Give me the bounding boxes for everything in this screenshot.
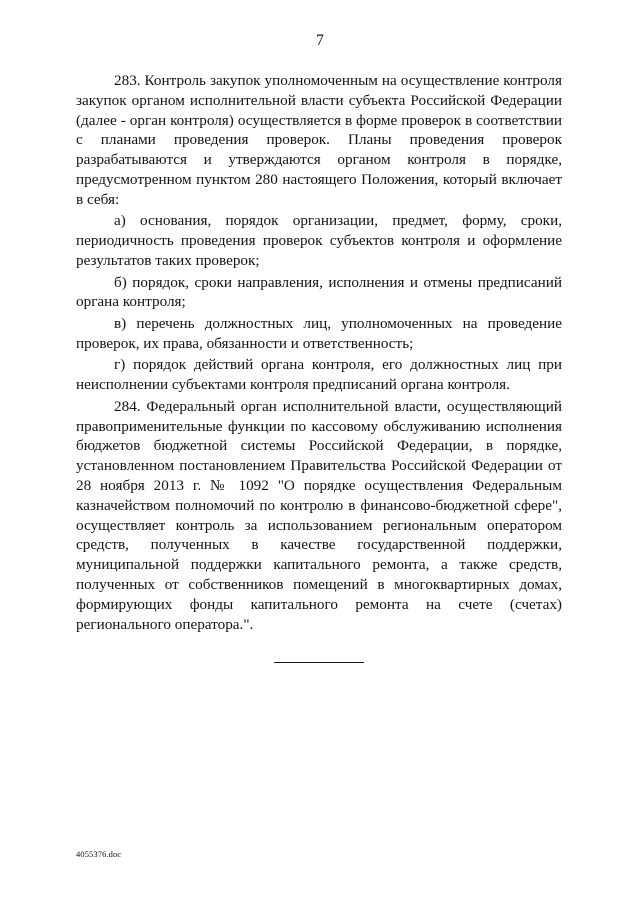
- page-number: 7: [316, 32, 324, 49]
- end-separator-line: [274, 662, 364, 663]
- document-body: [76, 71, 562, 636]
- document-file-id: 4055376.doc: [76, 849, 122, 859]
- list-item-a: а) основания, порядок организации, предмет, форму, сроки, периодичность проведения проверок субъектов контроля и оформление результатов таких проверок;: [76, 212, 562, 269]
- paragraph-283: 283. Контроль закупок уполномоченным на осуществление контроля закупок органом исполнительной власти субъекта Российской Федерации (далее - орган контроля) осуществляется в форме проверок в соответствии с планами проведения проверок. Планы проведения проверок разрабатываются и утверждаются органом контроля в порядке, предусмотренном пунктом 280 настоящего Положения, который включает в себя:: [76, 72, 562, 208]
- list-item-v: в) перечень должностных лиц, уполномоченных на проведение проверок, их права, обязанности и ответственность;: [76, 314, 562, 352]
- list-item-b: б) порядок, сроки направления, исполнения и отмены предписаний органа контроля;: [76, 273, 562, 311]
- list-item-g: г) порядок действий органа контроля, его должностных лиц при неисполнении субъектами контроля предписаний органа контроля.: [76, 356, 562, 394]
- paragraph-284: 284. Федеральный орган исполнительной власти, осуществляющий правоприменительные функции по кассовому обслуживанию исполнения бюджетов бюджетной системы Российской Федерации, в порядке, установленном постановлением Правительства Российской Федерации от 28 ноября 2013 г. № 1092 "О порядке осуществления Федеральным казначейством полномочий по контролю в финансово-бюджетной сфере", осуществляет контроль за использованием региональным оператором средств, полученных в качестве государственной поддержки, муниципальной поддержки капитального ремонта, а также средств, полученных от собственников помещений в многоквартирных домах, формирующих фонды капитального ремонта на счете (счетах) регионального оператора.".: [76, 397, 562, 633]
